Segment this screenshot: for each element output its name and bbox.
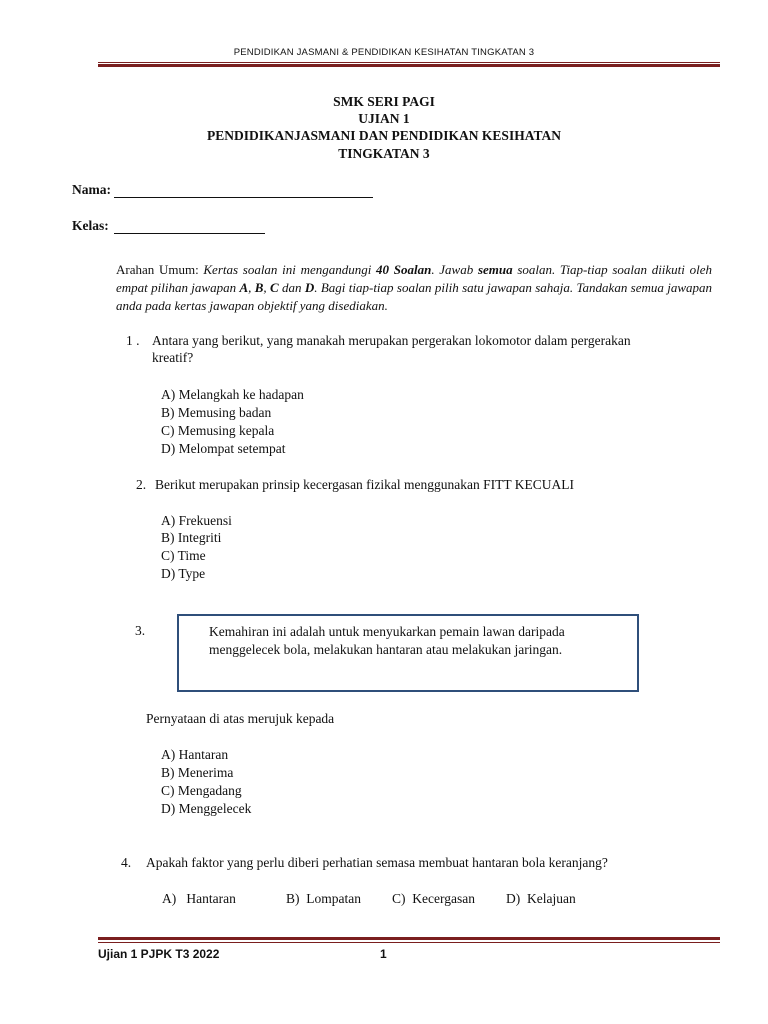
- question-4-text: Apakah faktor yang perlu diberi perhatian semasa membuat hantaran bola keranjang?: [146, 855, 608, 870]
- question-4-option-b[interactable]: B) Lompatan: [286, 891, 361, 906]
- form-level: TINGKATAN 3: [338, 146, 430, 161]
- question-4-option-c[interactable]: C) Kecergasan: [392, 891, 475, 906]
- question-3-option-d[interactable]: D) Menggelecek: [161, 801, 252, 816]
- header-rule-thick: [98, 64, 720, 67]
- question-3-statement-line2: menggelecek bola, melakukan hantaran atau melakukan jaringan.: [209, 642, 563, 657]
- footer-exam-code: Ujian 1 PJPK T3 2022: [98, 947, 220, 961]
- general-instructions: Arahan Umum: Kertas soalan ini mengandungi 40 Soalan. Jawab semua soalan. Tiap-tiap soalan diikuti oleh empat pilihan jawapan A, B, C dan D. Bagi tiap-tiap soalan pilih satu jawapan sahaja. Tandakan semua jawapan anda pada kertas jawapan objektif yang disediakan.: [116, 262, 713, 313]
- question-2-option-a[interactable]: A) Frekuensi: [161, 513, 232, 528]
- name-label: Nama:: [72, 182, 111, 197]
- exam-name: UJIAN 1: [358, 111, 410, 126]
- question-4-option-d[interactable]: D) Kelajuan: [506, 891, 576, 906]
- question-1-option-a[interactable]: A) Melangkah ke hadapan: [161, 387, 304, 402]
- question-2-option-d[interactable]: D) Type: [161, 566, 206, 581]
- page-number: 1: [380, 947, 387, 961]
- running-header: PENDIDIKAN JASMANI & PENDIDIKAN KESIHATAN TINGKATAN 3: [233, 47, 535, 58]
- question-4-option-a[interactable]: A) Hantaran: [162, 891, 236, 906]
- question-1-option-b[interactable]: B) Memusing badan: [161, 405, 272, 420]
- question-3-option-a[interactable]: A) Hantaran: [161, 747, 229, 762]
- question-2-option-b[interactable]: B) Integriti: [161, 530, 222, 545]
- class-field[interactable]: [114, 219, 265, 234]
- question-1-option-d[interactable]: D) Melompat setempat: [161, 441, 286, 456]
- footer-rule-thick: [98, 937, 720, 940]
- question-2-option-c[interactable]: C) Time: [161, 548, 206, 563]
- question-3-number: 3.: [135, 623, 146, 638]
- question-3-statement-line1: Kemahiran ini adalah untuk menyukarkan pemain lawan daripada: [209, 624, 565, 639]
- question-3-stem: Pernyataan di atas merujuk kepada: [146, 711, 335, 726]
- school-name: SMK SERI PAGI: [333, 94, 435, 109]
- footer-rule-thin: [98, 942, 720, 943]
- question-3-option-b[interactable]: B) Menerima: [161, 765, 234, 780]
- subject-name: PENDIDIKANJASMANI DAN PENDIDIKAN KESIHATAN: [207, 128, 561, 143]
- name-field[interactable]: [114, 183, 373, 198]
- question-2-text: Berikut merupakan prinsip kecergasan fizikal menggunakan FITT KECUALI: [155, 477, 575, 492]
- header-rule-thin: [98, 62, 720, 63]
- question-1-text-cont: kreatif?: [152, 350, 194, 365]
- question-1-option-c[interactable]: C) Memusing kepala: [161, 423, 275, 438]
- question-3-option-c[interactable]: C) Mengadang: [161, 783, 242, 798]
- question-1-number: 1 .: [126, 333, 140, 348]
- question-4-number: 4.: [121, 855, 132, 870]
- class-label: Kelas:: [72, 218, 109, 233]
- question-1-text: Antara yang berikut, yang manakah merupakan pergerakan lokomotor dalam pergerakan: [152, 333, 631, 348]
- question-2-number: 2.: [136, 477, 147, 492]
